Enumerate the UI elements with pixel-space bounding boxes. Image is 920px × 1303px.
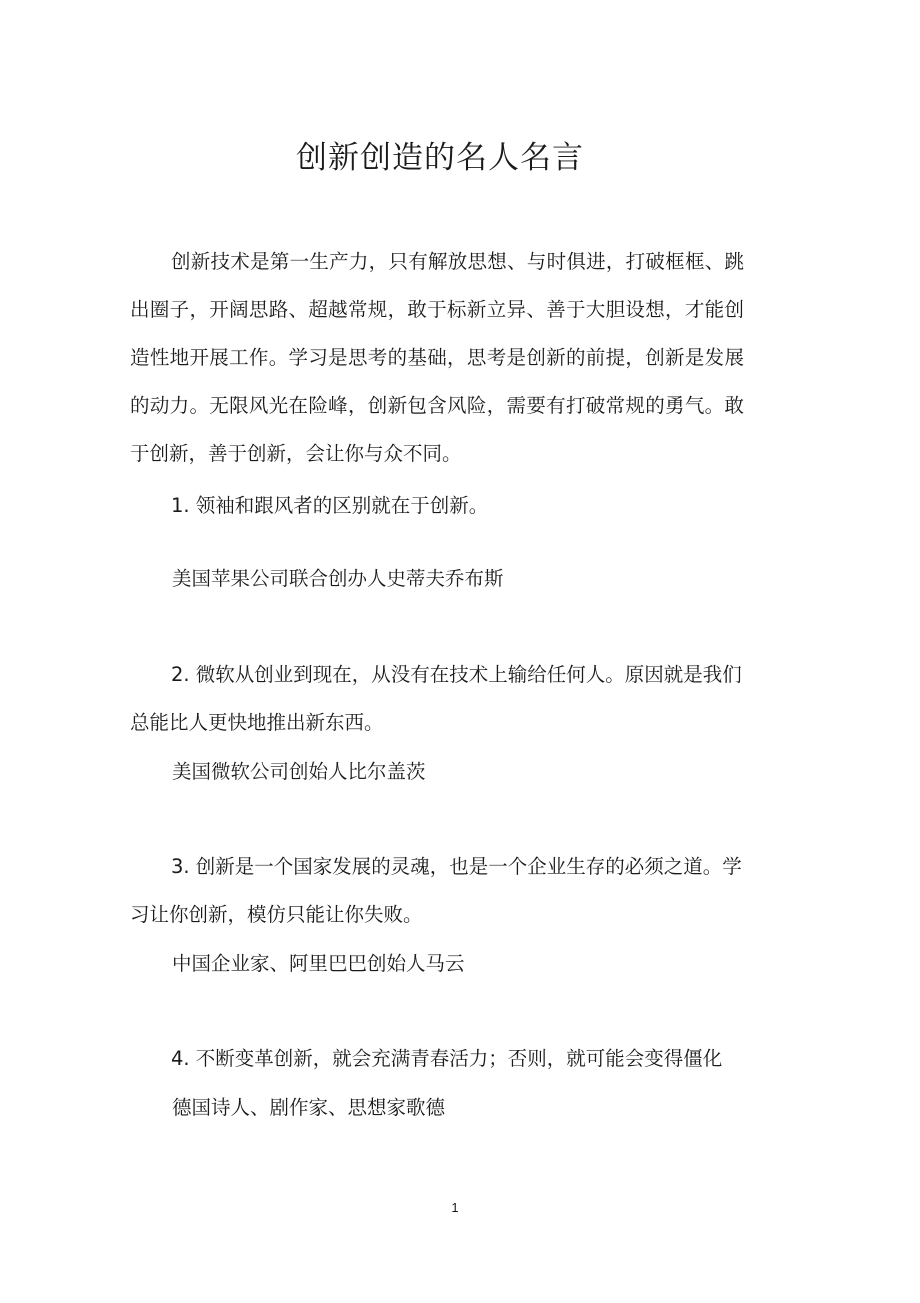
quote-4-author: 德国诗人、剧作家、思想家歌德 <box>172 1096 446 1119</box>
quote-2-author: 美国微软公司创始人比尔盖茨 <box>172 760 426 783</box>
intro-paragraph: 创新技术是第一生产力，只有解放思想、与时俱进，打破框框、跳出圈子，开阔思路、超越常规，敢于标新立异、善于大胆设想，才能创造性地开展工作。学习是思考的基础，思考是创新的前提，创新是发展的动力。无限风光在险峰，创新包含风险，需要有打破常规的勇气。敢于创新，善于创新，会让你与众不同。 <box>130 250 744 465</box>
document-title: 创新创造的名人名言 <box>296 140 584 176</box>
quote-1-author: 美国苹果公司联合创办人史蒂夫乔布斯 <box>172 567 504 590</box>
page-number: 1 <box>451 1200 459 1215</box>
quote-3-author: 中国企业家、阿里巴巴创始人马云 <box>172 952 465 975</box>
quote-2-text: 2. 微软从创业到现在，从没有在技术上输给任何人。原因就是我们总能比人更快地推出新东西。 <box>130 663 742 734</box>
quote-1-text: 1. 领袖和跟风者的区别就在于创新。 <box>171 494 489 517</box>
quote-3-text: 3. 创新是一个国家发展的灵魂，也是一个企业生存的必须之道。学习让你创新，模仿只能让你失败。 <box>130 855 742 926</box>
quote-4-text: 4. 不断变革创新，就会充满青春活力；否则，就可能会变得僵化 <box>171 1047 723 1070</box>
